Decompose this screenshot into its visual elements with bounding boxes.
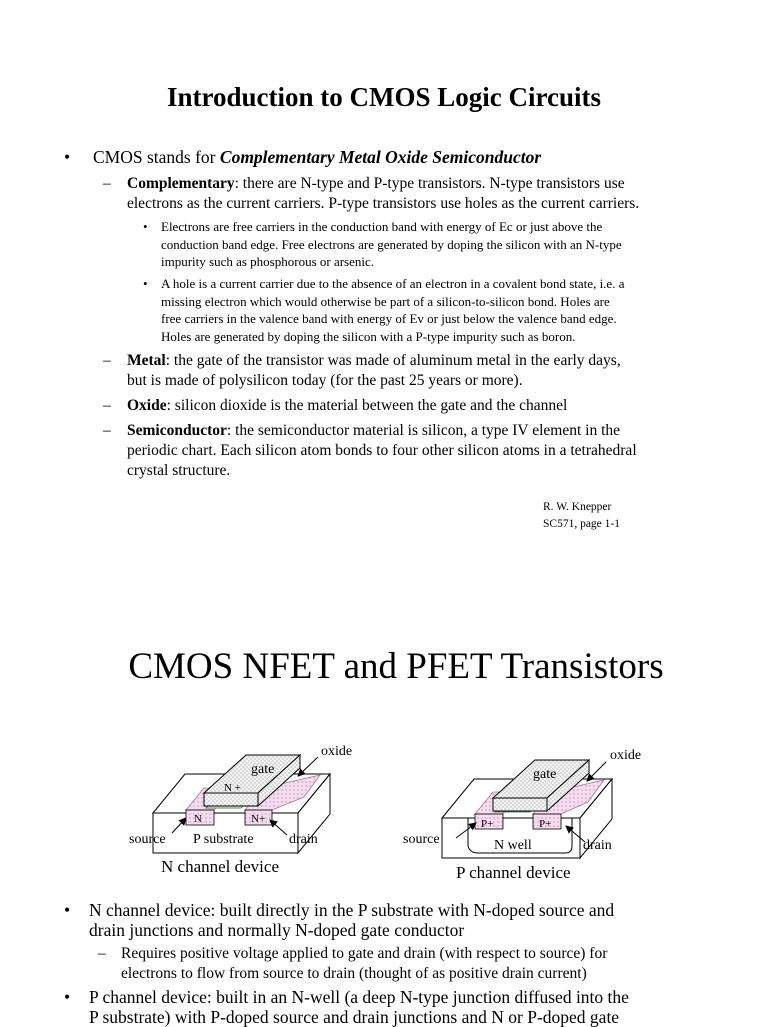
pfet-gate-label: gate (533, 767, 557, 782)
pfet-drain-label: drain (583, 838, 612, 853)
dash-marker: – (103, 422, 111, 439)
pchannel-description-line: P channel device: built in an N-well (a deep N-type junction diffused into the (89, 987, 629, 1007)
dash-marker: – (103, 397, 111, 414)
nfet-caption: N channel device (161, 857, 279, 876)
nfet-n-left-label: N (194, 813, 202, 825)
cmos-definition-emphasis: Complementary Metal Oxide Semiconductor (219, 147, 542, 167)
dash-marker: – (98, 945, 106, 962)
sub-bullet-marker: • (143, 219, 148, 234)
nchannel-requirement (121, 944, 607, 984)
electrons-note-line: impurity such as phosphorous or arsenic. (161, 254, 375, 269)
nfet-source-label: source (129, 832, 166, 847)
nfet-gate-label: gate (251, 762, 275, 777)
complementary-text: : there are N-type and P-type transistors. N-type transistors use (234, 175, 625, 192)
holes-note-line: free carriers in the valence band with energy of Ev or just below the valence band edge. (161, 311, 617, 326)
sub-bullet-marker: • (143, 276, 148, 291)
pfet-oxide-label: oxide (610, 748, 642, 763)
nfet-nplus-top-label: N + (224, 782, 241, 794)
nchannel-description-line: N channel device: built directly in the P substrate with N-doped source and (89, 900, 615, 920)
metal-text: : the gate of the transistor was made of aluminum metal in the early days, (165, 352, 621, 369)
pfet-well-label: N well (494, 838, 532, 853)
holes-note-line: missing electron which would otherwise be part of a silicon-to-silicon bond. Holes are (161, 293, 610, 309)
semiconductor-text-2: periodic chart. Each silicon atom bonds to four other silicon atoms in a tetrahedral (127, 442, 637, 459)
nchannel-description (89, 900, 614, 940)
metal-term: Metal (127, 352, 166, 369)
bullet-marker: • (64, 147, 71, 167)
pchannel-description-line: P substrate) with P-doped source and drain junctions and N or P-doped gate (89, 1007, 620, 1027)
oxide-text: : silicon dioxide is the material between the gate and the channel (166, 397, 568, 414)
nfet-substrate-label: P substrate (193, 832, 254, 847)
semiconductor-text: : the semiconductor material is silicon, a type IV element in the (226, 422, 621, 439)
oxide-term: Oxide (127, 397, 167, 414)
dash-marker: – (103, 175, 111, 192)
nfet-drain-label: drain (289, 832, 318, 847)
slide1-title: Introduction to CMOS Logic Circuits (166, 82, 602, 112)
pfet-p-left-label: P+ (481, 818, 494, 830)
pfet-p-right-label: P+ (539, 818, 552, 830)
semiconductor-term: Semiconductor (127, 422, 227, 439)
semiconductor-text-3: crystal structure. (127, 462, 231, 479)
metal-text-2: but is made of polysilicon today (for the past 25 years or more). (127, 372, 523, 389)
nchannel-requirement-line: Requires positive voltage applied to gate and drain (with respect to source) for (121, 945, 608, 962)
complementary-text-2: electrons as the current carriers. P-type transistors use holes as the current carriers. (127, 195, 640, 212)
pfet-oxide-arrow (587, 762, 606, 781)
bullet-marker: • (64, 987, 71, 1007)
nchannel-description-line: drain junctions and normally N-doped gate conductor (89, 920, 465, 940)
dash-marker: – (103, 352, 111, 369)
cmos-definition-prefix: CMOS stands for (93, 147, 220, 167)
electrons-note-line: Electrons are free carriers in the conduction band with energy of Ec or just above the (161, 219, 603, 234)
complementary-term: Complementary (127, 175, 235, 192)
pfet-caption: P channel device (456, 863, 571, 882)
bullet-marker: • (64, 900, 71, 920)
credit-page: SC571, page 1-1 (543, 518, 620, 530)
credit-author: R. W. Knepper (543, 501, 612, 513)
electrons-note-line: conduction band edge. Free electrons are generated by doping the silicon with an N-type (161, 236, 622, 252)
nchannel-requirement-line: electrons to flow from source to drain (thought of as positive drain current) (121, 965, 587, 982)
pfet-source-label: source (403, 832, 440, 847)
holes-note-line: Holes are generated by doping the silicon with a P-type impurity such as boron. (161, 328, 576, 344)
pchannel-description (89, 987, 629, 1027)
slide2-title: CMOS NFET and PFET Transistors (128, 646, 664, 687)
nfet-n-right-label: N+ (251, 813, 266, 825)
holes-note-line: A hole is a current carrier due to the absence of an electron in a covalent bond state, i.e. a (161, 276, 625, 291)
nfet-oxide-arrow (298, 757, 318, 776)
nfet-oxide-label: oxide (321, 744, 353, 759)
